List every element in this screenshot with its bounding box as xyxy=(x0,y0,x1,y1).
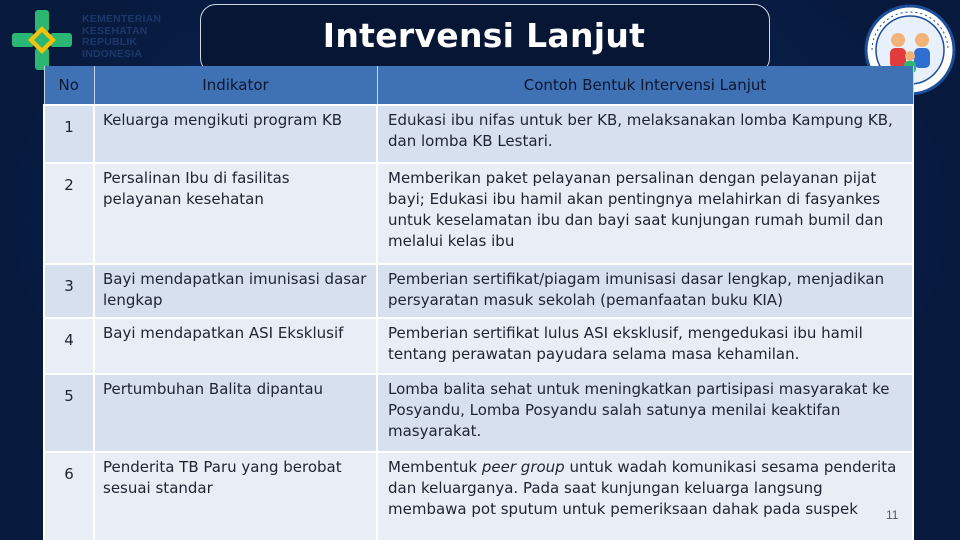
row-number: 5 xyxy=(44,374,94,452)
ministry-line: KEMENTERIAN xyxy=(82,13,162,25)
ministry-line: REPUBLIK xyxy=(82,36,138,48)
row-number: 4 xyxy=(44,318,94,374)
intervention-cell: Memberikan paket pelayanan persalinan dengan pelayanan pijat bayi; Edukasi ibu hamil akan pentingnya melahirkan di fasyankes untuk keselamatan ibu dan bayi saat kunjungan rumah bumil dan melalui kelas ibu xyxy=(377,163,913,264)
intervention-text: Membentuk xyxy=(388,458,482,476)
ministry-line: INDONESIA xyxy=(82,47,143,60)
intervention-emphasis: peer group xyxy=(481,458,565,476)
row-number: 3 xyxy=(44,264,94,318)
intervention-text: untuk wadah komunikasi sesama penderita dan keluarganya. Pada saat kunjungan keluarga langsung membawa pot sputum untuk pemeriksaan dahak pada suspek xyxy=(388,458,897,518)
indicator-cell: Pertumbuhan Balita dipantau xyxy=(94,374,377,452)
row-number: 6 xyxy=(44,452,94,540)
indicator-cell: Persalinan Ibu di fasilitas pelayanan kesehatan xyxy=(94,163,377,264)
indicator-cell: Bayi mendapatkan ASI Eksklusif xyxy=(94,318,377,374)
column-header-no: No xyxy=(44,66,94,105)
row-number: 2 xyxy=(44,163,94,264)
page-number: 11 xyxy=(886,508,899,522)
slide-title: Intervensi Lanjut xyxy=(322,16,646,55)
row-number: 1 xyxy=(44,105,94,163)
table-header-row xyxy=(44,66,913,105)
table-row xyxy=(44,105,913,163)
ministry-line: KESEHATAN xyxy=(82,24,148,37)
table-row xyxy=(44,318,913,374)
column-header-contoh: Contoh Bentuk Intervensi Lanjut xyxy=(377,66,913,105)
intervention-cell: Pemberian sertifikat lulus ASI eksklusif, mengedukasi ibu hamil tentang perawatan payudara selama masa kehamilan. xyxy=(377,318,913,374)
table-row xyxy=(44,264,913,318)
table-row xyxy=(44,374,913,452)
ministry-name xyxy=(82,14,192,60)
ministry-logo-icon xyxy=(8,8,76,72)
indicator-cell: Bayi mendapatkan imunisasi dasar lengkap xyxy=(94,264,377,318)
intervention-cell: Edukasi ibu nifas untuk ber KB, melaksanakan lomba Kampung KB, dan lomba KB Lestari. xyxy=(377,105,913,163)
intervention-table xyxy=(43,66,914,540)
intervention-cell: Lomba balita sehat untuk meningkatkan partisipasi masyarakat ke Posyandu, Lomba Posyandu salah satunya menilai keaktifan masyarakat. xyxy=(377,374,913,452)
column-header-indikator: Indikator xyxy=(94,66,377,105)
indicator-cell: Keluarga mengikuti program KB xyxy=(94,105,377,163)
indicator-cell: Penderita TB Paru yang berobat sesuai standar xyxy=(94,452,377,540)
intervention-cell: Pemberian sertifikat/piagam imunisasi dasar lengkap, menjadikan persyaratan masuk sekolah (pemanfaatan buku KIA) xyxy=(377,264,913,318)
table-row xyxy=(44,452,913,540)
table-row xyxy=(44,163,913,264)
intervention-cell xyxy=(377,452,913,540)
